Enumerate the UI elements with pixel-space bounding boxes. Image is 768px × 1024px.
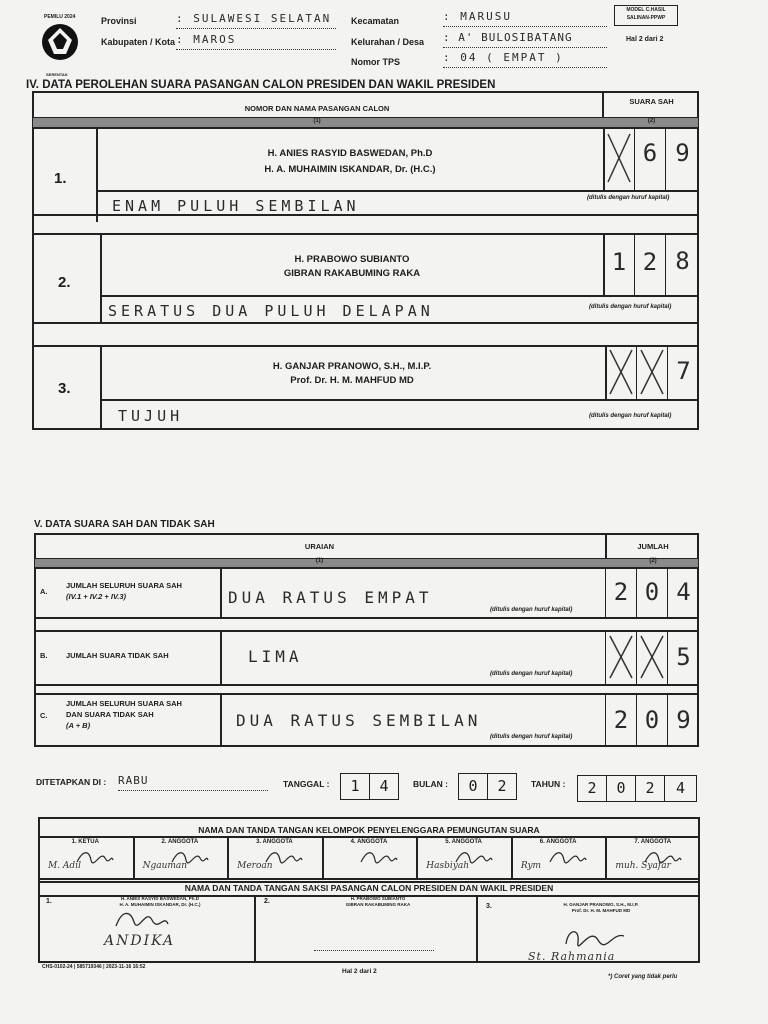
iv-row1-top	[32, 127, 699, 129]
iv-row2-bottom	[32, 322, 699, 324]
v-rowB-label-divider	[220, 630, 222, 684]
candidate-3-number: 3.	[58, 380, 71, 397]
v-col1-header: URAIAN	[304, 542, 335, 551]
candidate-2-words: SERATUS DUA PULUH DELAPAN	[108, 302, 434, 320]
kpps-member-6-signature	[548, 848, 588, 866]
candidate-2-note: (ditulis dengan huruf kapital)	[589, 304, 672, 310]
row-c-digit-3: 9	[667, 693, 699, 747]
candidate-1-name1: H. ANIES RASYID BASWEDAN, Ph.D	[267, 148, 433, 159]
provinsi-value: : SULAWESI SELATAN	[176, 12, 336, 29]
tanggal-digit-1: 1	[340, 773, 370, 800]
kpps-member-5-name: Hasbiyah	[426, 861, 470, 871]
kpps-member-7-role: 7. ANGGOTA	[634, 839, 672, 845]
row-c-words: DUA RATUS SEMBILAN	[236, 711, 482, 730]
tps-value: : 04 ( EMPAT )	[443, 51, 607, 68]
kpps-member-1-signature	[75, 848, 115, 866]
iv-row3-top	[32, 345, 699, 347]
row-c-label3: (A + B)	[66, 721, 91, 730]
candidate-1-note: (ditulis dengan huruf kapital)	[587, 195, 670, 201]
row-a-words: DUA RATUS EMPAT	[228, 588, 433, 607]
iv-col2-num: (2)	[647, 118, 656, 124]
v-col1-num: (1)	[315, 558, 324, 564]
kpps-member-5-role: 5. ANGGOTA	[445, 839, 482, 845]
candidate-3-digit-3: 7	[667, 345, 699, 399]
v-rowC-top	[34, 693, 699, 695]
kpps-member-2-signature	[170, 848, 210, 866]
kpps-title-line	[38, 836, 700, 838]
row-b-digit-1-cross	[608, 634, 634, 680]
kpps-member-7-signature	[643, 848, 683, 866]
v-col2-header: JUMLAH	[637, 542, 669, 551]
saksi-3-name: St. Rahmania	[528, 950, 616, 963]
kpps-member-2-name: Ngauman	[142, 861, 188, 871]
candidate-2-name1: H. PRABOWO SUBIANTO	[294, 254, 410, 265]
saksi-divider-1	[254, 895, 256, 963]
iv-row1-bottom	[32, 214, 699, 216]
ditetapkan-value: RABU	[118, 774, 268, 791]
logo-subtext: SERENTAK	[46, 72, 68, 77]
row-a-label2: (IV.1 + IV.2 + IV.3)	[66, 592, 127, 601]
row-a-note: (ditulis dengan huruf kapital)	[490, 607, 573, 613]
saksi-1-cand2: H. A. MUHAIMIN ISKANDAR, Dr. (H.C.)	[119, 902, 201, 907]
saksi-1-signature-scribble	[112, 906, 172, 932]
model-line2: SALINAN-PPWP	[626, 15, 666, 21]
kpps-member-5-signature	[454, 848, 494, 866]
v-col2-num: (2)	[649, 558, 657, 564]
saksi-2-signature-line	[314, 950, 434, 951]
row-a-digit-1: 2	[605, 567, 636, 617]
candidate-1-number: 1.	[54, 170, 67, 187]
tahun-label: TAHUN :	[531, 779, 566, 789]
kpps-member-3-signature	[264, 848, 304, 866]
row-a-code: A.	[40, 587, 48, 596]
saksi-2-number: 2.	[264, 898, 270, 905]
footer-coret: *) Coret yang tidak perlu	[608, 974, 678, 980]
saksi-title: NAMA DAN TANDA TANGAN SAKSI PASANGAN CALON PRESIDEN DAN WAKIL PRESIDEN	[184, 883, 554, 893]
v-rowA-label-divider	[220, 567, 222, 617]
tps-label: Nomor TPS	[351, 57, 401, 67]
tahun-digit-3: 2	[635, 775, 665, 802]
kelurahan-label: Kelurahan / Desa	[351, 37, 425, 47]
row-c-code: C.	[40, 711, 48, 720]
saksi-1-name: ANDIKA	[104, 933, 176, 949]
candidate-1-digit-3: 9	[665, 127, 699, 190]
candidate-2-digit-1: 1	[603, 233, 634, 295]
v-rowA-bottom	[34, 617, 699, 619]
v-rowA-top	[34, 567, 699, 569]
tanggal-label: TANGGAL :	[283, 779, 330, 789]
tanggal-digit-2: 4	[369, 773, 399, 800]
candidate-3-note: (ditulis dengan huruf kapital)	[589, 413, 672, 419]
candidate-3-words: TUJUH	[118, 407, 184, 425]
logo-text: PEMILU 2024	[44, 14, 76, 20]
kpps-member-3-name: Meroan	[237, 861, 273, 871]
candidate-3-digit-2-cross	[639, 348, 665, 396]
section-v-title: V. DATA SUARA SAH DAN TIDAK SAH	[34, 519, 215, 530]
model-box	[614, 5, 678, 26]
kecamatan-value: : MARUSU	[443, 10, 607, 27]
tahun-digit-4: 4	[664, 775, 697, 802]
saksi-2-cand1: H. PRABOWO SUBIANTO	[350, 896, 406, 901]
iv-col1-num: (1)	[313, 118, 321, 124]
kpps-member-3-role: 3. ANGGOTA	[256, 839, 293, 845]
candidate-1-digit-2: 6	[634, 127, 665, 190]
saksi-3-cand1: H. GANJAR PRANOWO, S.H., M.I.P.	[563, 902, 639, 907]
v-rowB-top	[34, 630, 699, 632]
row-c-digit-1: 2	[605, 693, 636, 747]
kpps-member-4-signature	[359, 848, 399, 866]
row-c-digit-2: 0	[636, 693, 667, 747]
saksi-1-number: 1.	[46, 898, 52, 905]
header-page: Hal 2 dari 2	[626, 36, 664, 43]
saksi-3-number: 3.	[486, 903, 492, 910]
row-c-label1: JUMLAH SELURUH SUARA SAH	[66, 699, 182, 708]
row-b-digit-3: 5	[667, 630, 699, 684]
kpps-title: NAMA DAN TANDA TANGAN KELOMPOK PENYELENGGARA PEMUNGUTAN SUARA	[198, 825, 540, 835]
kpps-member-6-name: Rym	[520, 861, 542, 871]
saksi-2-cand2: GIBRAN RAKABUMING RAKA	[345, 902, 411, 907]
kpps-member-1-role: 1. KETUA	[71, 839, 99, 845]
iv-row2-top	[32, 233, 699, 235]
footer-code: CHS-0102-24 | 585719346 | 2023-11-16 16:52	[42, 964, 146, 970]
candidate-2-number: 2.	[58, 274, 71, 291]
row-a-label1: JUMLAH SELURUH SUARA SAH	[66, 581, 182, 590]
kecamatan-label: Kecamatan	[351, 16, 400, 26]
saksi-1-cand1: H. ANIES RASYID BASWEDAN, Ph.D	[120, 896, 200, 901]
candidate-1-digit-1-cross	[606, 132, 632, 184]
bulan-label: BULAN :	[413, 779, 448, 789]
iv-row1-words-line	[96, 190, 699, 192]
iv-col2-header: SUARA SAH	[629, 97, 674, 106]
saksi-3-signature-scribble	[560, 922, 630, 952]
kelurahan-value: : A' BULOSIBATANG	[443, 31, 607, 48]
tahun-digit-1: 2	[577, 775, 607, 802]
kpps-member-2-role: 2. ANGGOTA	[161, 839, 199, 845]
row-a-digit-2: 0	[636, 567, 667, 617]
candidate-3-name1: H. GANJAR PRANOWO, S.H., M.I.P.	[272, 361, 432, 372]
iv-row2-words-line	[100, 295, 699, 297]
bulan-digit-2: 2	[487, 773, 517, 800]
kabupaten-label: Kabupaten / Kota	[101, 37, 176, 47]
candidate-1-name2: H. A. MUHAIMIN ISKANDAR, Dr. (H.C.)	[264, 164, 436, 175]
kpps-member-4-role: 4. ANGGOTA	[350, 839, 388, 845]
candidate-2-name2: GIBRAN RAKABUMING RAKA	[283, 268, 421, 279]
iv-row3-words-line	[100, 399, 699, 401]
iv-col1-header: NOMOR DAN NAMA PASANGAN CALON	[244, 104, 390, 113]
row-b-digit-2-cross	[639, 634, 665, 680]
section-iv-title: IV. DATA PEROLEHAN SUARA PASANGAN CALON PRESIDEN DAN WAKIL PRESIDEN	[26, 79, 496, 91]
candidate-1-words: ENAM PULUH SEMBILAN	[112, 197, 360, 215]
tahun-digit-2: 0	[606, 775, 636, 802]
ditetapkan-label: DITETAPKAN DI :	[36, 777, 107, 787]
row-b-label1: JUMLAH SUARA TIDAK SAH	[66, 651, 169, 660]
row-c-label2: DAN SUARA TIDAK SAH	[66, 710, 154, 719]
v-rowC-label-divider	[220, 693, 222, 747]
candidate-2-digit-3: 8	[665, 233, 699, 295]
kabupaten-value: : MAROS	[176, 33, 336, 50]
saksi-3-cand2: Prof. Dr. H. M. MAHFUD MD	[571, 908, 631, 913]
row-b-code: B.	[40, 651, 48, 660]
kpps-member-1-name: M. Adil	[48, 861, 81, 871]
provinsi-label: Provinsi	[101, 16, 137, 26]
candidate-2-digit-2: 2	[634, 233, 665, 295]
kpps-member-7-name: muh. Syafar	[615, 861, 671, 871]
v-rowB-bottom	[34, 684, 699, 686]
candidate-3-name2: Prof. Dr. H. M. MAHFUD MD	[290, 375, 414, 386]
footer-page: Hal 2 dari 2	[342, 968, 377, 975]
row-b-words: LIMA	[248, 647, 303, 666]
kpps-member-6-role: 6. ANGGOTA	[539, 839, 577, 845]
candidate-3-digit-1-cross	[608, 348, 634, 396]
row-b-note: (ditulis dengan huruf kapital)	[490, 671, 573, 677]
row-a-digit-3: 4	[667, 567, 699, 617]
row-c-note: (ditulis dengan huruf kapital)	[490, 734, 573, 740]
saksi-divider-2	[476, 895, 478, 963]
model-line1: MODEL C.HASIL	[626, 7, 666, 13]
bulan-digit-1: 0	[458, 773, 488, 800]
